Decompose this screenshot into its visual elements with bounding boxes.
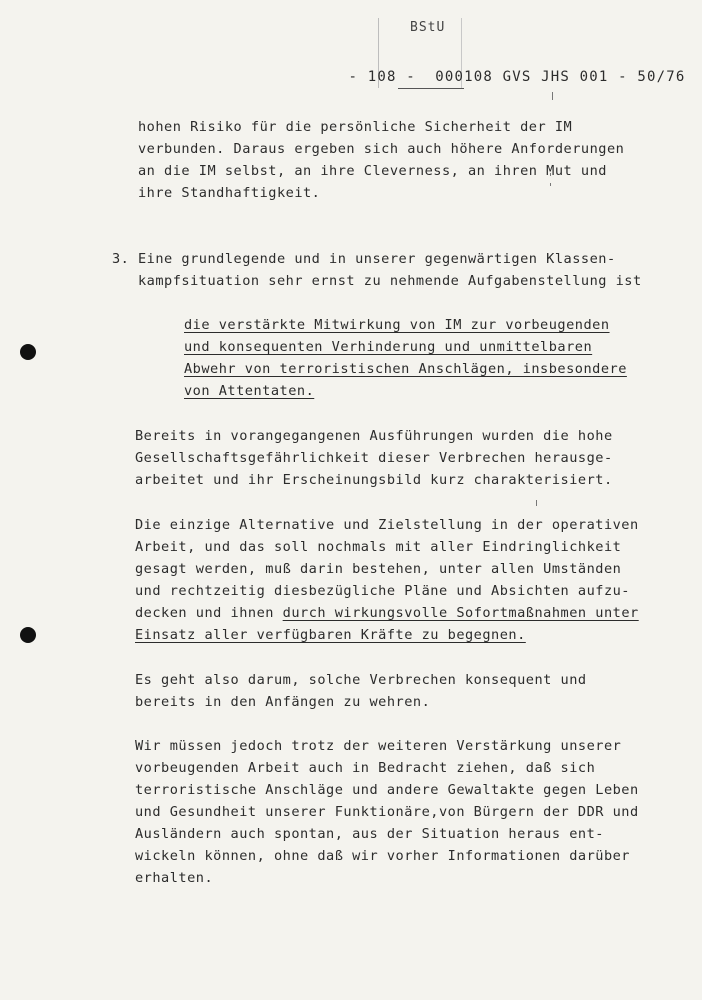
emphasis-line: Abwehr von terroristischen Anschlägen, insbesondere	[184, 361, 627, 377]
text-line: verbunden. Daraus ergeben sich auch höhere Anforderungen	[138, 141, 625, 157]
emphasis-fragment: durch wirkungsvolle Sofortmaßnahmen unter	[282, 605, 639, 621]
page-number: - 108 -	[348, 69, 416, 85]
text-line: hohen Risiko für die persönliche Sicherheit der IM	[138, 119, 573, 135]
archive-number: 000108	[435, 69, 493, 85]
text-line: ihre Standhaftigkeit.	[138, 185, 321, 201]
text-line: Bereits in vorangegangenen Ausführungen wurden die hohe	[135, 428, 613, 444]
emphasis-line: Einsatz aller verfügbaren Kräfte zu begegnen.	[135, 627, 526, 643]
text-line: Arbeit, und das soll nochmals mit aller Eindringlichkeit	[135, 539, 622, 555]
text-line: wickeln können, ohne daß wir vorher Informationen darüber	[135, 848, 630, 864]
emphasis-line: von Attentaten.	[184, 383, 315, 399]
punch-hole	[20, 627, 36, 643]
text-line: erhalten.	[135, 870, 214, 886]
emphasis-line: und konsequenten Verhinderung und unmittelbaren	[184, 339, 593, 355]
text-line: Es geht also darum, solche Verbrechen konsequent und	[135, 672, 587, 688]
punch-hole	[20, 344, 36, 360]
header-rule	[398, 88, 464, 89]
text-line: arbeitet und ihr Erscheinungsbild kurz charakterisiert.	[135, 472, 613, 488]
text-line: an die IM selbst, an ihre Cleverness, an ihren Mut und	[138, 163, 607, 179]
list-number: 3.	[112, 251, 130, 267]
text-line: vorbeugenden Arbeit auch in Bedracht ziehen, daß sich	[135, 760, 596, 776]
text-line: und Gesundheit unserer Funktionäre,von Bürgern der DDR und	[135, 804, 639, 820]
emphasis-line: die verstärkte Mitwirkung von IM zur vorbeugenden	[184, 317, 610, 333]
margin-mark	[536, 500, 537, 506]
page-header	[310, 53, 686, 101]
text-line: bereits in den Anfängen zu wehren.	[135, 694, 431, 710]
document-reference: GVS JHS 001 - 50/76	[502, 69, 686, 85]
text-line: Eine grundlegende und in unserer gegenwärtigen Klassen-	[138, 251, 616, 267]
text-line: und rechtzeitig diesbezügliche Pläne und Absichten aufzu-	[135, 583, 630, 599]
text-line: Wir müssen jedoch trotz der weiteren Verstärkung unserer	[135, 738, 622, 754]
text-line: Ausländern auch spontan, aus der Situation heraus ent-	[135, 826, 604, 842]
text-line: gesagt werden, muß darin bestehen, unter allen Umständen	[135, 561, 622, 577]
text-line: kampfsituation sehr ernst zu nehmende Aufgabenstellung ist	[138, 273, 642, 289]
margin-mark	[552, 92, 553, 100]
text-line: Gesellschaftsgefährlichkeit dieser Verbrechen herausge-	[135, 450, 613, 466]
margin-mark	[550, 183, 551, 186]
text-fragment: decken und ihnen	[135, 605, 283, 621]
text-line: terroristische Anschläge und andere Gewaltakte gegen Leben	[135, 782, 639, 798]
text-line	[135, 603, 639, 623]
archive-stamp: BStU	[410, 20, 446, 35]
text-line: Die einzige Alternative und Zielstellung in der operativen	[135, 517, 639, 533]
